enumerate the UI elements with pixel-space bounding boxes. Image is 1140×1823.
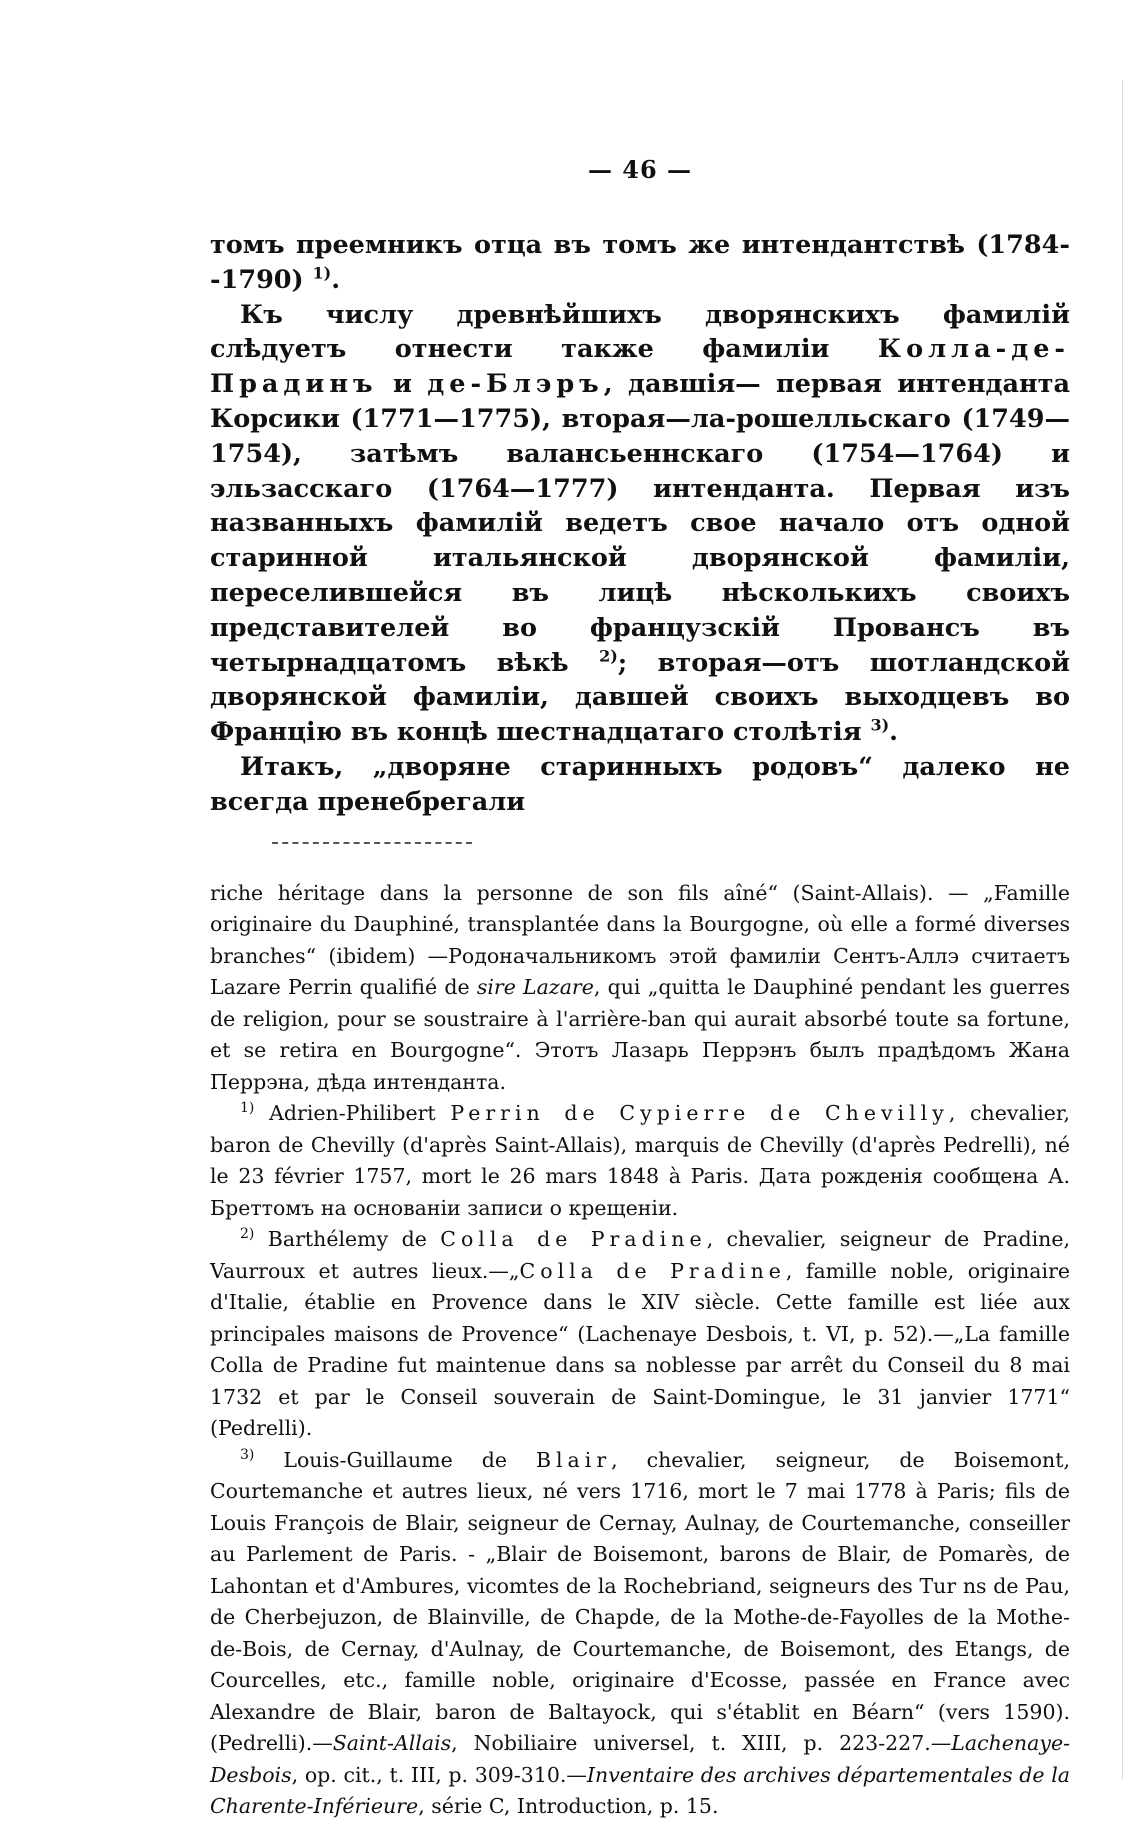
footnote-3-em-3: Inventaire des archives départementales de la Charente-Inférieure [210,1762,1070,1819]
paragraph-2-b: и [377,369,428,400]
footnote-continuation [210,878,1070,1099]
main-text [210,228,1070,820]
footnote-2-name-1: Colla de Pradine [440,1227,707,1252]
book-page [210,155,1070,1823]
footnote-3-c: , Nobiliaire universel, t. XIII, p. 223-227.— [451,1731,952,1756]
page-number: — 46 — [587,155,693,184]
footnote-1-b: , chevalier, baron de Chevilly (d'après Saint-Allais), marquis de Chevilly (d'après Pedrelli), né le 23 février 1757, mort le 26 mars 1848 à Paris. Дата рожденія сообщена А. Бреттомъ на основаніи записи о крещеніи. [210,1101,1070,1220]
paragraph-2-c: , давшія— первая интенданта Корсики (1771—1775), вторая—ла-рошелльскаго (1749—1754), затѣмъ валансьеннскаго (1754—1764) и эльзасскаго (1764—1777) интенданта. Первая изъ названныхъ фамилій ведетъ свое начало отъ одной старинной итальянской дворянской фамиліи, переселившейся въ лицѣ нѣсколькихъ своихъ представителей во французскій Провансъ въ четырнадцатомъ вѣкѣ [210,369,1070,678]
footnote-3-em-2: Lachenaye-Desbois [210,1731,1070,1787]
family-name-blair: де-Блэръ [427,369,604,400]
paragraph-2-e: . [889,717,899,748]
paragraph-itak: Итакъ, „дворяне старинныхъ родовъ“ далеко не всегда пренебрегали [210,751,1070,817]
footnote-2-b: , chevalier, seigneur de Pradine, Vaurroux et autres lieux.—„ [210,1227,1071,1283]
footnote-1-name: Perrin de Cypierre de Chevilly [450,1101,949,1126]
paragraph-2-a: Къ числу древнѣйшихъ дворянскихъ фамилій слѣдуетъ отнести также фамиліи [210,299,1070,365]
footnote-3-d: , op. cit., t. III, p. 309-310.— [291,1762,587,1787]
paragraph-2-d: ; вторая—отъ шотландской дворянской фамиліи, давшей своихъ выходцевъ во Францію въ концѣ шестнадцатаго столѣтія [210,647,1070,748]
footnote-ref-2: 2) [599,646,618,666]
footnote-3 [210,1445,1070,1823]
footnote-3-em-1: Saint-Allais [332,1731,452,1756]
footnote-3-name: Blair [535,1447,612,1472]
footnote-cont-em: sire Lazare [476,975,594,1000]
footnote-2-marker: 2) [240,1226,255,1243]
footnote-2 [210,1224,1070,1445]
footnote-1-a: Adrien-Philibert [254,1101,451,1126]
footnote-2-c: , famille noble, originaire d'Italie, établie en Provence dans le XIV siècle. Cette famille est liée aux principales maisons de Provence“ (Lachenaye Desbois, t. VI, p. 52).—„La famille Colla de Pradine fut maintenue dans sa noblesse par arrêt du Conseil du 8 mai 1732 et par le Conseil souverain de Saint-Domingue, le 31 janvier 1771“ (Pedrelli). [210,1258,1070,1441]
footnote-3-marker: 3) [240,1446,255,1463]
footnote-3-e: , série C, Introduction, p. 15. [418,1794,719,1819]
footnote-divider [272,842,472,844]
footnote-1 [210,1098,1070,1224]
footnote-ref-1: 1) [312,263,332,283]
footnote-cont-b: , qui „quitta le Dauphiné pendant les guerres de religion, pour se soustraire à l'arrière-ban qui aurait absorbé toute sa fortune, et se retira en Bourgogne“. Этотъ Лазарь Перрэнъ былъ прадѣдомъ Жана Перрэна, дѣда интенданта. [210,975,1070,1094]
paragraph-1-text: томъ преемникъ отца въ томъ же интендантствѣ (1784--1790) [210,230,1070,295]
footnote-2-name-2: Colla de Pradine [519,1258,786,1283]
footnote-1-marker: 1) [240,1100,255,1117]
paragraph-continuation: томъ преемникъ отца въ томъ же интендантствѣ (1784--1790) $^{1)}$. [210,230,1070,295]
footnotes [210,878,1070,1823]
page-edge-line [1122,80,1123,1780]
footnote-3-b: , chevalier, seigneur, de Boisemont, Courtemanche et autres lieux, né vers 1716, mort le 7 mai 1778 à Paris; fils de Louis François de Blair, seigneur de Cernay, Aulnay, de Courtemanche, conseiller au Parlement de Paris. - „Blair de Boisemont, barons de Blair, de Pomarès, de Lahontan et d'Ambures, vicomtes de la Rochebriand, seigneurs des Tur ns de Pau, de Cherbejuzon, de Blainville, de Chapde, de la Mothe-de-Fayolles de la Mothe-de-Bois, de Cernay, d'Aulnay, de Courtemanche, de Boisemont, des Etangs, de Courcelles, etc., famille noble, originaire d'Ecosse, passée en France avec Alexandre de Blair, baron de Baltayock, qui s'établit en Béarn“ (vers 1590). (Pedrelli).— [210,1447,1070,1756]
footnote-ref-3: 3) [870,715,890,735]
family-name-colla: Колла-де-Прадинъ [210,334,1070,400]
footnote-2-a: Barthélemy de [254,1227,441,1252]
footnote-3-a: Louis-Guillaume de [254,1447,536,1472]
footnote-cont-a: riche héritage dans la personne de son fils aîné“ (Saint-Allais). — „Famille originaire du Dauphiné, transplantée dans la Bourgogne, où elle a formé diverses branches“ (ibidem) —Родоначальникомъ этой фамиліи Сентъ-Аллэ считаетъ Lazare Perrin qualifié de [210,880,1070,1000]
paragraph-families [210,298,1070,750]
